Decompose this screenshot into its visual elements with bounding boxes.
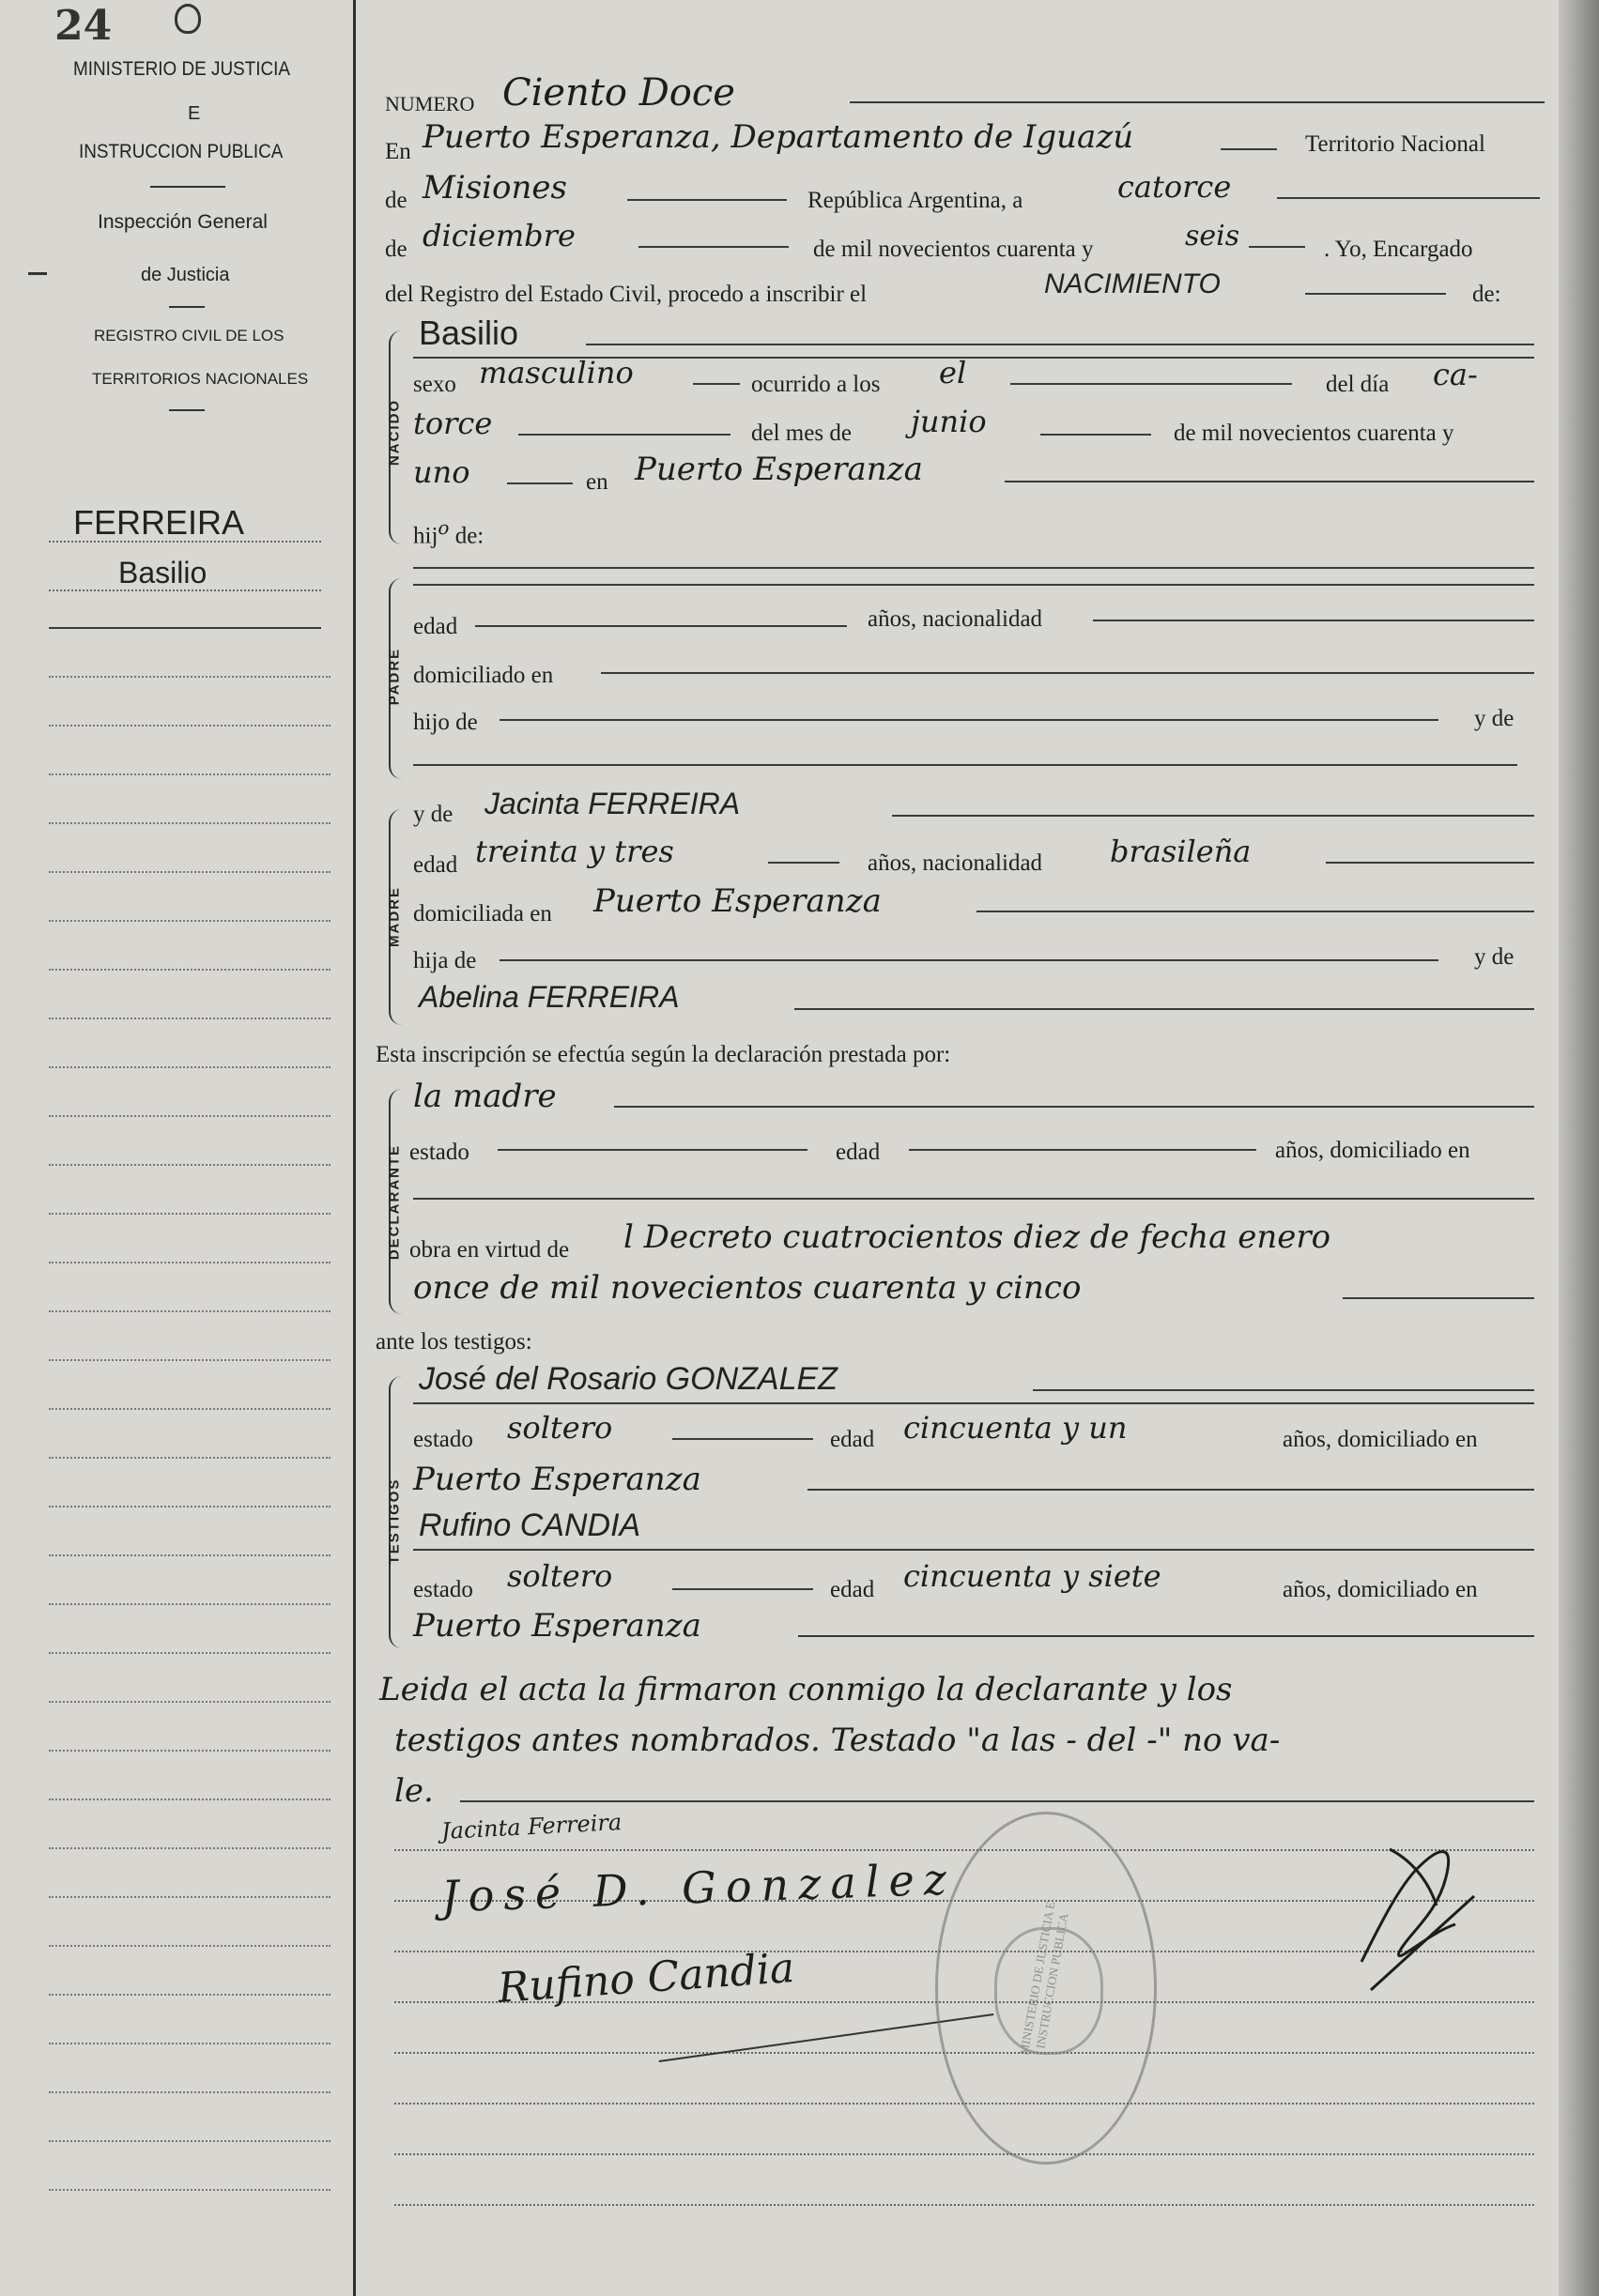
fecha-mes: diciembre [423,218,576,253]
margin-name-underline [49,627,321,629]
territorio-label: Territorio Nacional [1305,131,1485,157]
testigo2-nombre-line [413,1549,1534,1551]
madre-y-de-label: y de [413,802,454,827]
fecha-de-label: de [385,237,407,262]
numero-label: NUMERO [385,92,475,115]
testigo2-estado-label: estado [413,1577,473,1602]
madre-edad-line [768,862,839,864]
testigo1-nombre: José del Rosario GONZALEZ [419,1361,838,1397]
testigo2-domicilio-label: años, domiciliado en [1283,1577,1478,1602]
madre-y-de-label-2: y de [1474,944,1514,970]
ocurrido-value: el [939,355,967,390]
testigo1-edad: cincuenta y un [903,1410,1128,1446]
lugar-line [1221,148,1277,150]
testigo2-nombre: Rufino CANDIA [419,1508,641,1543]
padre-nombre-line-1 [413,567,1534,569]
numero-line [850,101,1545,103]
en-label: En [385,139,411,164]
padre-hijo-de-line [500,719,1438,721]
padre-domicilio-line [601,672,1534,674]
declarante-estado-label: estado [409,1140,469,1165]
margin-divider [353,0,356,2296]
sexo-label: sexo [413,372,456,397]
testigo2-estado-line [672,1588,813,1590]
registry-line-1: REGISTRO CIVIL DE LOS [94,327,284,344]
obra-line-2-rule [1343,1297,1534,1299]
del-dia-label: del día [1326,372,1390,397]
declarante-label: DECLARANTE [386,1143,403,1261]
testigo2-domicilio-line [798,1635,1534,1637]
fecha-mil-label: de mil novecientos cuarenta y [813,237,1094,262]
fecha-anio-line [1249,246,1305,248]
ocurrido-line [1010,383,1292,385]
ocurrido-label: ocurrido a los [751,372,881,397]
coat-of-arms-icon [175,4,201,34]
obra-label: obra en virtud de [409,1237,570,1263]
obra-line-1: l Decreto cuatrocientos diez de fecha enero [623,1218,1331,1256]
declarante-intro: Esta inscripción se efectúa según la declaración prestada por: [376,1042,951,1067]
declarante-domicilio-label: años, domiciliado en [1275,1138,1470,1163]
inspection-line-1: Inspección General [98,211,268,233]
madre-hija-de-line [500,959,1438,961]
ministry-line-2: E [188,103,201,124]
madre-nombre: Jacinta FERREIRA [484,787,741,820]
official-stamp [935,1812,1157,2165]
margin-dash [28,272,47,275]
testigo1-estado-line [672,1438,813,1440]
padre-domicilio-label: domiciliado en [413,663,554,688]
signature-testigo-2: Rufino Candia [496,1944,796,2013]
page-edge [1559,0,1599,2296]
closing-line-2: testigos antes nombrados. Testado "a las - del -" no va- [394,1722,1281,1759]
testigo2-edad: cincuenta y siete [903,1558,1161,1594]
testigo1-estado: soltero [507,1410,613,1446]
testigo1-domicilio-line [807,1489,1534,1491]
inspection-line-2: de Justicia [141,265,230,285]
madre-abuela-line [794,1008,1534,1010]
closing-line-3-rule [460,1800,1534,1802]
nacido-label: NACIDO [386,398,403,467]
madre-hija-de-label: hija de [413,948,477,973]
registro-label: del Registro del Estado Civil, procedo a inscribir el [385,282,868,307]
margin-name-line-1 [49,541,321,543]
padre-hijo-de-label: hijo de [413,710,478,735]
madre-nacionalidad: brasileña [1110,834,1252,869]
closing-line-3: le. [394,1772,434,1810]
closing-line-1: Leida el acta la firmaron conmigo la declarante y los [379,1671,1233,1708]
nacido-anio: uno [413,454,470,490]
nacido-nombre-line [586,344,1534,345]
acto-line [1305,293,1446,295]
acto-de-label: de: [1472,282,1501,307]
fecha-dia-line [1277,197,1540,199]
testigo1-domicilio-label: años, domiciliado en [1283,1427,1478,1452]
margin-given-name: Basilio [118,556,208,589]
declarante-domicilio-line [413,1198,1534,1200]
madre-domicilio: Puerto Esperanza [593,882,882,920]
padre-edad-label: edad [413,614,458,639]
testigos-intro: ante los testigos: [376,1329,532,1355]
testigo1-domicilio: Puerto Esperanza [413,1461,701,1498]
sexo-value: masculino [479,355,634,390]
declarante-nombre-line [614,1106,1534,1108]
padre-nacionalidad-line [1093,620,1534,621]
hijo-label: hij$^o$ de: [413,516,484,549]
nacido-en-label: en [586,469,608,495]
testigos-label: TESTIGOS [386,1477,403,1565]
madre-domicilio-line [976,911,1534,912]
declarante-estado-line [498,1149,807,1151]
madre-edad-label: edad [413,852,458,878]
testigo2-domicilio: Puerto Esperanza [413,1607,701,1645]
testigo1-edad-label: edad [830,1427,875,1452]
padre-label: PADRE [386,647,403,706]
nacido-nombre: Basilio [419,314,519,352]
margin-name-line-2 [49,589,321,591]
nacido-dia-part2: torce [413,406,493,441]
fecha-dia: catorce [1117,169,1232,205]
acto-value: NACIMIENTO [1044,268,1221,299]
signature-declarante: Jacinta Ferreira [440,1808,623,1845]
republica-label: República Argentina, a [807,188,1023,213]
lugar-value: Puerto Esperanza, Departamento de Iguazú [423,118,1134,156]
fecha-mes-line [638,246,789,248]
nacido-dia-line [518,434,730,436]
declarante-edad-line [909,1149,1256,1151]
declarante-nombre: la madre [413,1078,557,1115]
padre-abuela-line [413,764,1517,766]
territorio-de-label: de [385,188,407,213]
padre-nacionalidad-label: años, nacionalidad [868,606,1043,632]
registry-line-2: TERRITORIOS NACIONALES [92,370,309,388]
declarante-edad-label: edad [836,1140,881,1165]
madre-nacionalidad-label: años, nacionalidad [868,850,1043,876]
margin-surname: FERREIRA [73,503,245,542]
header-divider-3 [169,409,205,411]
territorio-value: Misiones [423,169,567,207]
page-number: 24 [54,2,113,50]
padre-edad-line [475,625,847,627]
del-mes-label: del mes de [751,421,852,446]
madre-domicilio-label: domiciliada en [413,901,552,926]
fecha-anio: seis [1185,220,1240,253]
testigo2-estado: soltero [507,1558,613,1594]
signature-testigo-1: José D. Gonzalez [440,1853,957,1922]
padre-y-de-label: y de [1474,706,1514,731]
nacido-mes: junio [911,404,987,439]
obra-line-2: once de mil novecientos cuarenta y cinco [413,1269,1082,1307]
testigo1-nombre-line-2 [413,1402,1534,1404]
testigo1-estado-label: estado [413,1427,473,1452]
madre-abuela: Abelina FERREIRA [419,980,680,1014]
encargado-label: . Yo, Encargado [1324,237,1473,262]
signature-encargado [1343,1812,1484,1999]
nacido-lugar-line [1005,481,1534,482]
ministry-line-3: INSTRUCCION PUBLICA [79,141,284,162]
madre-edad: treinta y tres [475,834,674,869]
ministry-line-1: MINISTERIO DE JUSTICIA [73,58,291,80]
territorio-line [627,199,787,201]
padre-nombre-line-2 [413,584,1534,586]
header-divider-2 [169,306,205,308]
nacido-lugar: Puerto Esperanza [635,451,923,488]
nacido-anio-line [507,482,573,484]
nacido-mil-label: de mil novecientos cuarenta y [1174,421,1454,446]
testigo1-nombre-line [1033,1389,1534,1391]
stamp-text: MINISTERIO DE JUSTICIA E INSTRUCCION PUBLICA [1016,1900,1071,2057]
madre-label: MADRE [386,886,403,947]
madre-nacionalidad-line [1326,862,1534,864]
header-divider-1 [150,186,225,188]
sexo-line [693,383,740,385]
nacido-dia-part1: ca- [1433,357,1478,392]
testigo2-edad-label: edad [830,1577,875,1602]
nacido-mes-line [1040,434,1151,436]
numero-value: Ciento Doce [502,71,735,115]
madre-nombre-line [892,815,1534,817]
